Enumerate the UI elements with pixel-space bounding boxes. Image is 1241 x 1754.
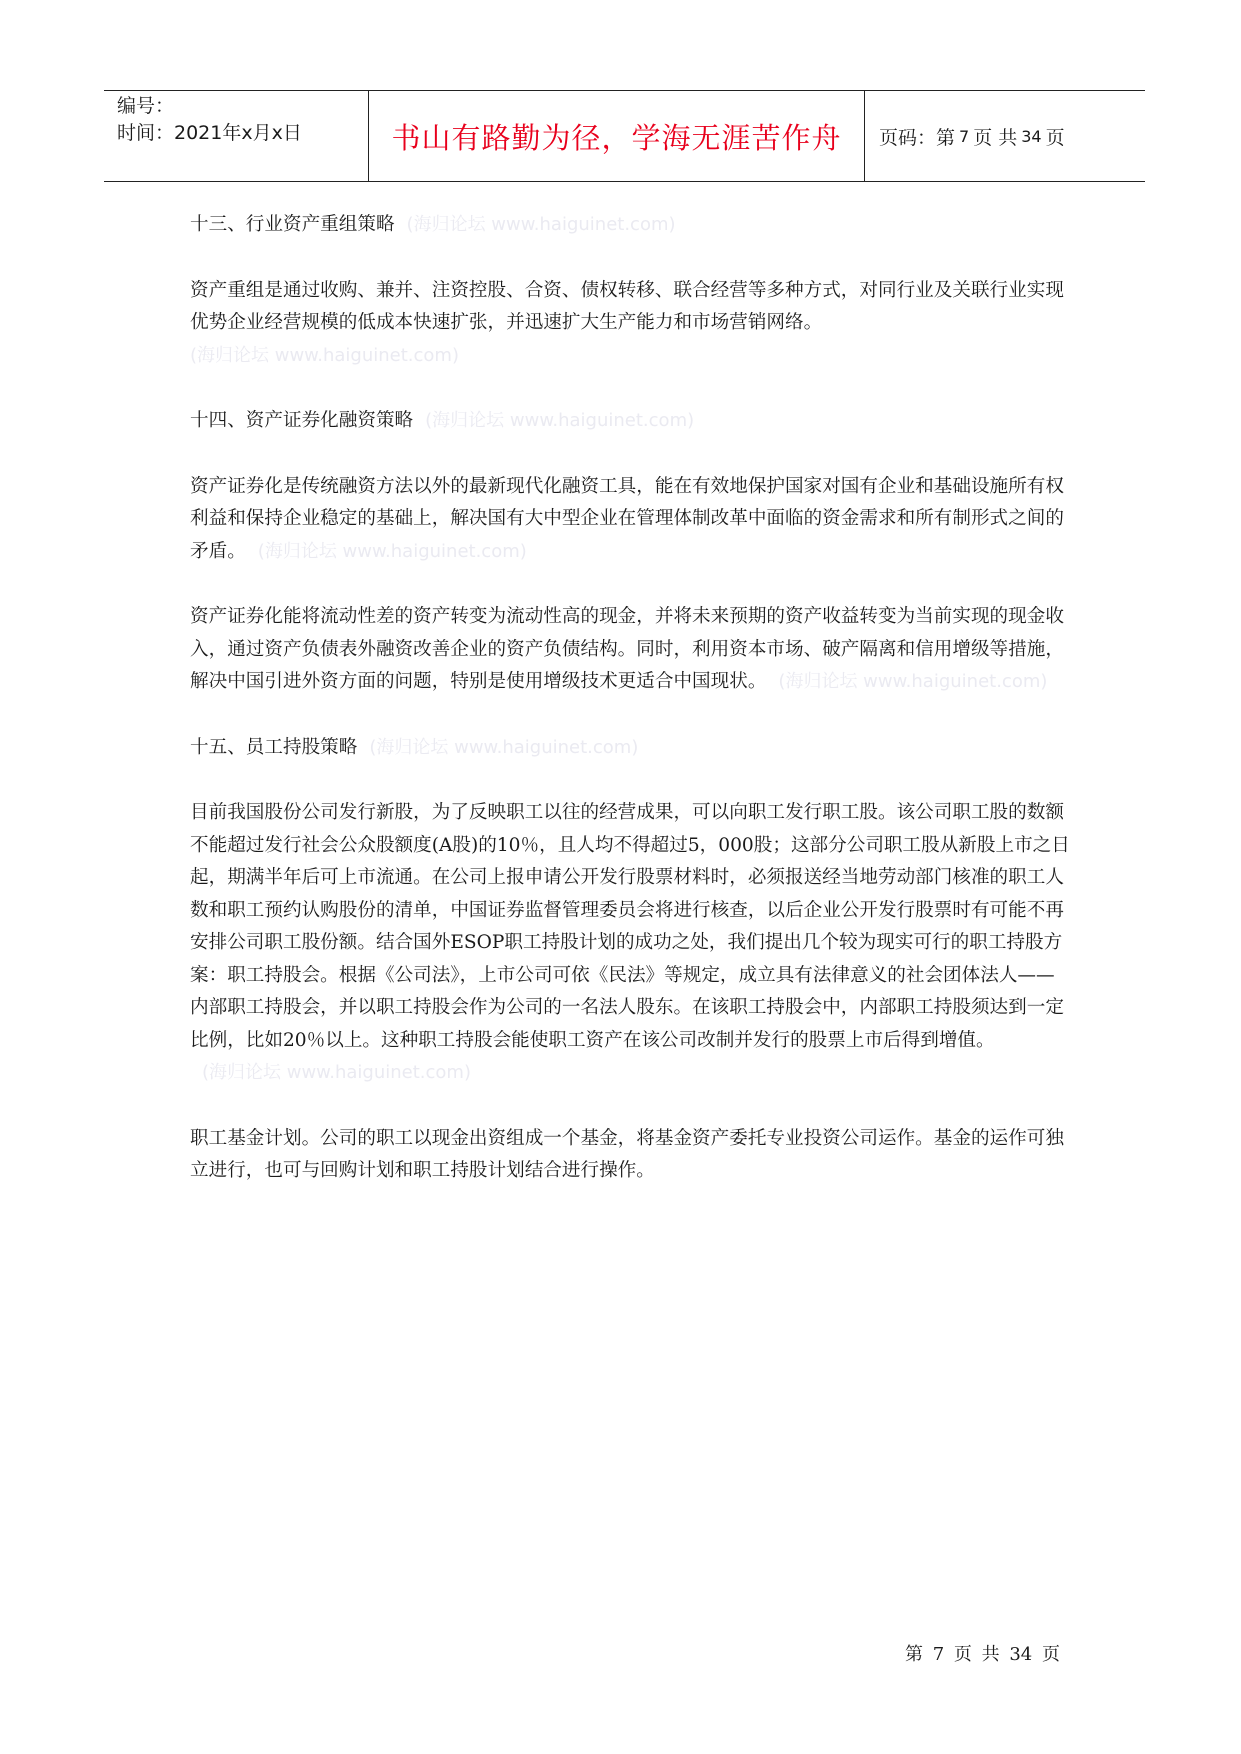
- section-14-paragraph-2: [190, 601, 1070, 699]
- page-suffix: 页: [1045, 126, 1065, 149]
- section-15-paragraph-2: [190, 1123, 1070, 1188]
- watermark-text: (海归论坛 www.haiguinet.com): [202, 1062, 471, 1083]
- time-label: 时间：2021年x月x日: [117, 122, 302, 144]
- page-total: 34: [1021, 126, 1042, 146]
- paragraph-text: 目前我国股份公司发行新股，为了反映职工以往的经营成果，可以向职工发行职工股。该公司职工股的数额不能超过发行社会公众股额度(A股)的10％，且人均不得超过5，000股；这部分公司职工股从新股上市之日起，期满半年后可上市流通。在公司上报申请公开发行股票材料时，必须报送经当地劳动部门核准的职工人数和职工预约认购股份的清单，中国证券监督管理委员会将进行核查，以后企业公开发行股票时有可能不再安排公司职工股份额。结合国外ESOP职工持股计划的成功之处，我们提出几个较为现实可行的职工持股方案：职工持股会。根据《公司法》，上市公司可依《民法》等规定，成立具有法律意义的社会团体法人——内部职工持股会，并以职工持股会作为公司的一名法人股东。在该职工持股会中，内部职工持股须达到一定比例，比如20％以上。这种职工持股会能使职工资产在该公司改制并发行的股票上市后得到增值。: [190, 802, 1070, 1051]
- document-body: [190, 209, 1070, 1221]
- section-13-paragraph-1: [190, 275, 1070, 373]
- section-title: 十三、行业资产重组策略: [190, 214, 395, 235]
- page-current: 7: [959, 126, 970, 146]
- watermark-text: (海归论坛 www.haiguinet.com): [190, 344, 459, 366]
- paragraph-text: 资产证券化能将流动性差的资产转变为流动性高的现金，并将未来预期的资产收益转变为当前实现的现金收入，通过资产负债表外融资改善企业的资产负债结构。同时，利用资本市场、破产隔离和信用增级等措施，解决中国引进外资方面的问题，特别是使用增级技术更适合中国现状。: [190, 606, 1064, 692]
- section-14-paragraph-1: [190, 471, 1070, 569]
- header-motto: 书山有路勤为径，学海无涯苦作舟: [369, 91, 865, 181]
- paragraph-text: 职工基金计划。公司的职工以现金出资组成一个基金，将基金资产委托专业投资公司运作。基金的运作可独立进行，也可与回购计划和职工持股计划结合进行操作。: [190, 1127, 1064, 1181]
- header-page-number: [865, 91, 1145, 181]
- section-14-heading: [190, 405, 1070, 438]
- watermark-text: (海归论坛 www.haiguinet.com): [778, 671, 1048, 692]
- section-13-heading: [190, 209, 1070, 242]
- watermark-text: (海归论坛 www.haiguinet.com): [425, 410, 695, 431]
- watermark-text: (海归论坛 www.haiguinet.com): [406, 214, 676, 235]
- paragraph-text: 资产证券化是传统融资方法以外的最新现代化融资工具，能在有效地保护国家对国有企业和基础设施所有权利益和保持企业稳定的基础上，解决国有大中型企业在管理体制改革中面临的资金需求和所有制形式之间的矛盾。: [190, 475, 1064, 562]
- page-header: [104, 90, 1145, 182]
- watermark-text: (海归论坛 www.haiguinet.com): [369, 736, 639, 758]
- header-meta: [104, 91, 369, 181]
- section-title: 十四、资产证券化融资策略: [190, 410, 414, 431]
- watermark-text: (海归论坛 www.haiguinet.com): [257, 540, 527, 562]
- serial-label: 编号：: [117, 95, 175, 117]
- section-15-heading: [190, 732, 1070, 765]
- page-middle: 页 共: [973, 126, 1018, 149]
- page-prefix: 页码：第: [879, 126, 956, 149]
- page-footer: 第 7 页 共 34 页: [905, 1644, 1060, 1665]
- section-title: 十五、员工持股策略: [190, 736, 358, 758]
- section-15-paragraph-1: [190, 797, 1070, 1090]
- paragraph-text: 资产重组是通过收购、兼并、注资控股、合资、债权转移、联合经营等多种方式，对同行业及关联行业实现优势企业经营规模的低成本快速扩张，并迅速扩大生产能力和市场营销网络。: [190, 279, 1064, 333]
